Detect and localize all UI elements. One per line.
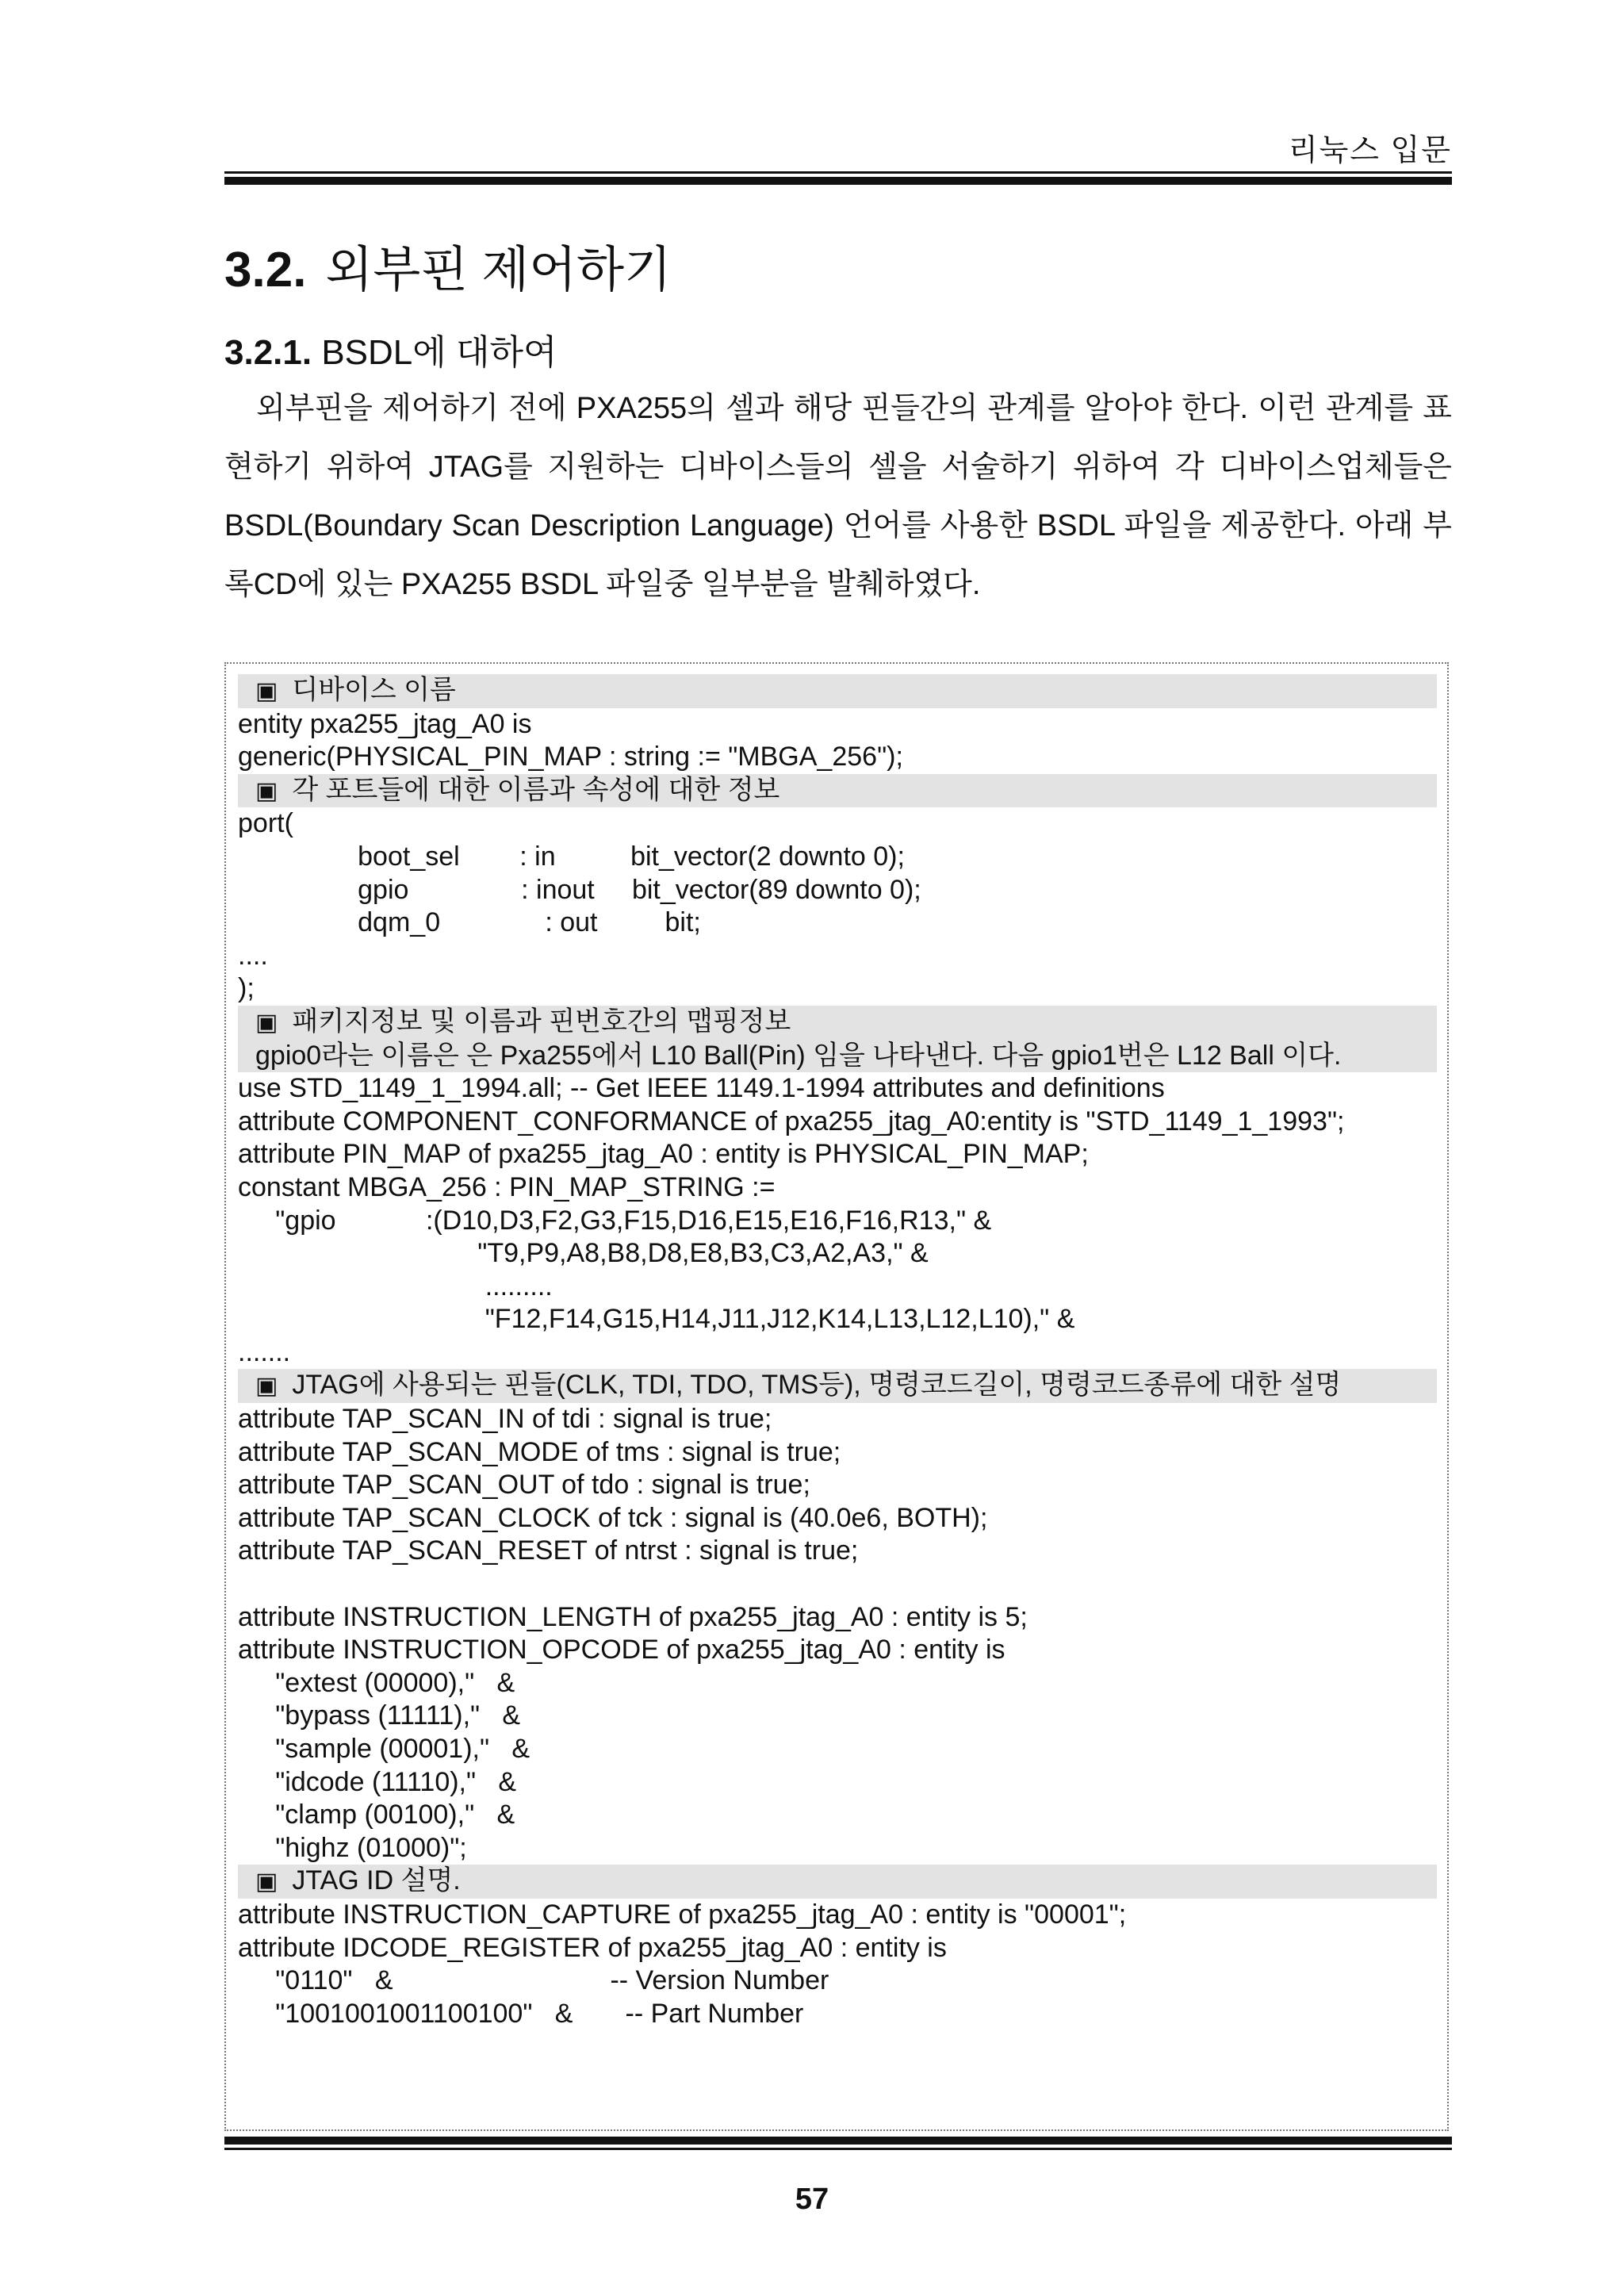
code-line: boot_sel : in bit_vector(2 downto 0);: [238, 841, 905, 872]
code-line: .......: [238, 1336, 291, 1367]
note-text: 각 포트들에 대한 이름과 속성에 대한 정보: [292, 774, 780, 805]
code-listing: [238, 674, 1437, 2030]
section-note: [238, 1865, 1437, 1899]
bullet-square-icon: ▣: [255, 1009, 278, 1036]
code-line: attribute COMPONENT_CONFORMANCE of pxa255_jtag_A0:entity is "STD_1149_1_1993";: [238, 1106, 1345, 1137]
bullet-square-icon: ▣: [255, 777, 278, 804]
header-title: 리눅스 입문: [1288, 134, 1452, 167]
page-number: 57: [795, 2183, 829, 2216]
bullet-square-icon: ▣: [255, 1869, 278, 1895]
code-line: "F12,F14,G15,H14,J11,J12,K14,L13,L12,L10)," &: [238, 1304, 1075, 1335]
code-line: "sample (00001)," &: [238, 1734, 530, 1764]
code-line: attribute PIN_MAP of pxa255_jtag_A0 : entity is PHYSICAL_PIN_MAP;: [238, 1139, 1089, 1170]
header-rule-thin: [224, 171, 1452, 174]
code-line: dqm_0 : out bit;: [238, 907, 701, 938]
code-line: "highz (01000)";: [238, 1832, 467, 1863]
note-text: 패키지정보 및 이름과 핀번호간의 맵핑정보: [292, 1006, 791, 1037]
section-title: 외부핀 제어하기: [325, 243, 672, 297]
code-line: "clamp (00100)," &: [238, 1800, 515, 1830]
header-rule-thick: [224, 177, 1452, 185]
code-line: "gpio :(D10,D3,F2,G3,F15,D16,E15,E16,F16,R13," &: [238, 1205, 992, 1236]
blank-line: [238, 1568, 1437, 1601]
bullet-square-icon: ▣: [255, 1373, 278, 1400]
code-line: .........: [238, 1271, 553, 1301]
code-line: "1001001001100100" & -- Part Number: [238, 1998, 804, 2029]
bullet-square-icon: ▣: [255, 678, 278, 704]
subsection-title: BSDL에 대하여: [321, 333, 557, 372]
subsection-number: 3.2.1.: [224, 333, 312, 372]
code-line: ....: [238, 940, 268, 971]
code-line: "extest (00000)," &: [238, 1667, 515, 1698]
note-text: 디바이스 이름: [292, 675, 456, 705]
code-line: attribute TAP_SCAN_CLOCK of tck : signal is (40.0e6, BOTH);: [238, 1502, 988, 1533]
code-line: gpio : inout bit_vector(89 downto 0);: [238, 874, 921, 905]
footer-rule-thin: [224, 2148, 1452, 2150]
code-line: generic(PHYSICAL_PIN_MAP : string := "MBGA_256");: [238, 742, 903, 772]
note-text: JTAG에 사용되는 핀들(CLK, TDI, TDO, TMS등), 명령코드길이, 명령코드종류에 대한 설명: [292, 1370, 1342, 1401]
code-line: port(: [238, 808, 293, 839]
code-line: attribute TAP_SCAN_RESET of ntrst : signal is true;: [238, 1535, 859, 1566]
section-note: [238, 1006, 1437, 1072]
code-line: entity pxa255_jtag_A0 is: [238, 708, 532, 739]
footer-rule-thick: [224, 2137, 1452, 2145]
code-line: attribute TAP_SCAN_IN of tdi : signal is true;: [238, 1404, 772, 1435]
section-note: [238, 1369, 1437, 1403]
section-note: [238, 774, 1437, 808]
code-line: attribute TAP_SCAN_MODE of tms : signal is true;: [238, 1436, 841, 1467]
code-line: attribute INSTRUCTION_LENGTH of pxa255_jtag_A0 : entity is 5;: [238, 1601, 1028, 1632]
code-line: attribute INSTRUCTION_OPCODE of pxa255_jtag_A0 : entity is: [238, 1635, 1005, 1665]
note-text: gpio0라는 이름은 은 Pxa255에서 L10 Ball(Pin) 임을 나타낸다. 다음 gpio1번은 L12 Ball 이다.: [255, 1040, 1342, 1071]
code-line: "idcode (11110)," &: [238, 1766, 517, 1797]
code-line: attribute INSTRUCTION_CAPTURE of pxa255_jtag_A0 : entity is "00001";: [238, 1899, 1127, 1930]
note-text: JTAG ID 설명.: [292, 1865, 461, 1896]
code-line: );: [238, 973, 255, 1004]
code-line: attribute TAP_SCAN_OUT of tdo : signal is true;: [238, 1470, 810, 1501]
code-line: "bypass (11111)," &: [238, 1700, 521, 1731]
section-note: [238, 674, 1437, 708]
intro-paragraph: 외부핀을 제어하기 전에 PXA255의 셀과 해당 핀들간의 관계를 알아야 한다. 이런 관계를 표현하기 위하여 JTAG를 지원하는 디바이스들의 셀을 서술하기 위하여 각 디바이스업체들은 BSDL(Boundary Scan Description Language) 언어를 사용한 BSDL 파일을 제공한다. 아래 부록CD에 있는 PXA255 BSDL 파일중 일부분을 발췌하였다.: [224, 392, 1452, 601]
code-line: attribute IDCODE_REGISTER of pxa255_jtag_A0 : entity is: [238, 1932, 947, 1963]
section-heading: [224, 230, 672, 301]
subsection-heading: [224, 324, 557, 374]
code-line: use STD_1149_1_1994.all; -- Get IEEE 1149.1-1994 attributes and definitions: [238, 1073, 1165, 1104]
code-line: constant MBGA_256 : PIN_MAP_STRING :=: [238, 1171, 776, 1202]
code-line: "T9,P9,A8,B8,D8,E8,B3,C3,A2,A3," &: [238, 1238, 929, 1269]
code-line: "0110" & -- Version Number: [238, 1965, 829, 1996]
section-number: 3.2.: [224, 243, 307, 297]
